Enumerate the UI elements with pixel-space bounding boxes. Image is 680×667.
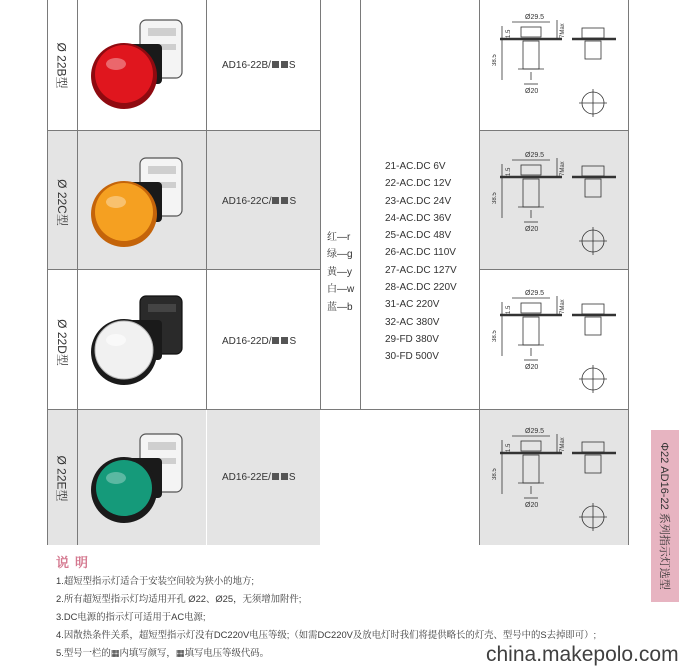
voltage-code-item: 21-AC.DC 6V bbox=[385, 161, 446, 172]
model-number-e: AD16-22E/ S bbox=[222, 472, 296, 483]
lamp-lens bbox=[96, 460, 152, 516]
svg-text:Ø29.5: Ø29.5 bbox=[525, 152, 545, 159]
color-code-item: 白—w bbox=[327, 284, 355, 296]
color-code-item: 红—r bbox=[327, 232, 351, 243]
lamp-lens bbox=[95, 183, 153, 241]
color-code-list bbox=[327, 229, 354, 316]
voltage-code-item: 27-AC.DC 127V bbox=[385, 264, 457, 276]
row-divider-2b bbox=[479, 269, 629, 270]
svg-text:38.5: 38.5 bbox=[492, 54, 498, 66]
svg-text:38.5: 38.5 bbox=[492, 330, 498, 342]
voltage-code-item: 25-AC.DC 48V bbox=[385, 230, 452, 242]
model-number-d: AD16-22D/ S bbox=[222, 336, 297, 347]
svg-text:Ø20: Ø20 bbox=[525, 502, 539, 509]
type-label-e: Ø 22E型 bbox=[54, 454, 69, 502]
table-border-right bbox=[628, 0, 629, 545]
series-side-tab: Φ22 AD16-22 系列指示灯选型 bbox=[651, 430, 679, 602]
svg-text:38.5: 38.5 bbox=[492, 468, 498, 480]
svg-text:Ø20: Ø20 bbox=[525, 88, 539, 95]
svg-text:1.5: 1.5 bbox=[506, 29, 512, 38]
svg-text:Ø29.5: Ø29.5 bbox=[525, 290, 545, 297]
model-number-b: AD16-22B/ S bbox=[222, 60, 296, 71]
lamp-lens bbox=[95, 45, 153, 103]
dimension-drawing-b bbox=[492, 8, 622, 128]
voltage-code-item: 29-FD 380V bbox=[385, 333, 439, 345]
type-label-d: Ø 22D型 bbox=[54, 318, 69, 366]
voltage-code-item: 28-AC.DC 220V bbox=[385, 282, 457, 294]
svg-text:1.5: 1.5 bbox=[506, 443, 512, 452]
table-divider-3 bbox=[320, 0, 321, 410]
svg-text:7Max: 7Max bbox=[560, 299, 566, 314]
table-divider-4 bbox=[360, 0, 361, 410]
model-number-c: AD16-22C/ S bbox=[222, 196, 297, 207]
color-code-item: 绿—g bbox=[327, 249, 353, 261]
voltage-code-item: 26-AC.DC 110V bbox=[385, 247, 456, 259]
note-line-3: 3.DC电源的指示灯可适用于AC电源; bbox=[56, 611, 206, 622]
type-label-c: Ø 22C型 bbox=[54, 178, 69, 226]
notes-title: 说明 bbox=[56, 555, 95, 570]
color-code-item: 蓝—b bbox=[327, 301, 353, 313]
center-shade-gap bbox=[321, 410, 479, 545]
lamp-lens bbox=[95, 321, 153, 379]
type-label-b: Ø 22B型 bbox=[54, 41, 69, 89]
voltage-code-list bbox=[385, 158, 457, 366]
voltage-code-item: 22-AC.DC 12V bbox=[385, 178, 452, 190]
svg-text:7Max: 7Max bbox=[560, 437, 566, 452]
note-line-4: 4.因散热条件关系，超短型指示灯没有DC220V电压等级;（如需DC220V及放电灯时我们将提供略长的灯壳、型号中的S去掉即可）; bbox=[56, 629, 597, 640]
lamp-image-red bbox=[88, 14, 198, 119]
voltage-code-item: 32-AC 380V bbox=[385, 316, 440, 328]
lamp-image-orange bbox=[88, 152, 198, 257]
color-code-item: 黄—y bbox=[327, 266, 352, 278]
voltage-code-item: 30-FD 500V bbox=[385, 351, 439, 363]
voltage-code-item: 23-AC.DC 24V bbox=[385, 195, 452, 207]
dimension-drawing-d bbox=[492, 284, 622, 404]
svg-text:1.5: 1.5 bbox=[506, 167, 512, 176]
lamp-image-white bbox=[88, 290, 198, 395]
svg-text:Ø29.5: Ø29.5 bbox=[525, 14, 545, 21]
lamp-image-green bbox=[88, 428, 198, 533]
svg-text:38.5: 38.5 bbox=[492, 192, 498, 204]
note-line-1: 1.超短型指示灯适合于安装空间较为狭小的地方; bbox=[56, 575, 254, 586]
svg-text:Ø20: Ø20 bbox=[525, 364, 539, 371]
note-line-2: 2.所有超短型指示灯均适用开孔 Ø22、Ø25，无须增加附件; bbox=[56, 593, 302, 604]
svg-text:1.5: 1.5 bbox=[506, 305, 512, 314]
dimension-drawing-c bbox=[492, 146, 622, 266]
svg-text:7Max: 7Max bbox=[560, 23, 566, 38]
svg-text:Ø29.5: Ø29.5 bbox=[525, 428, 545, 435]
svg-text:Ø20: Ø20 bbox=[525, 226, 539, 233]
dimension-drawing-e bbox=[492, 422, 622, 542]
voltage-code-item: 24-AC.DC 36V bbox=[385, 212, 452, 224]
row-divider-2 bbox=[47, 269, 320, 270]
voltage-code-item: 31-AC 220V bbox=[385, 299, 440, 311]
note-line-5: 5.型号一栏的▦内填写颜写，▦填写电压等级代码。 bbox=[56, 647, 270, 658]
svg-text:7Max: 7Max bbox=[560, 161, 566, 176]
watermark: china.makepolo.com bbox=[486, 643, 679, 666]
